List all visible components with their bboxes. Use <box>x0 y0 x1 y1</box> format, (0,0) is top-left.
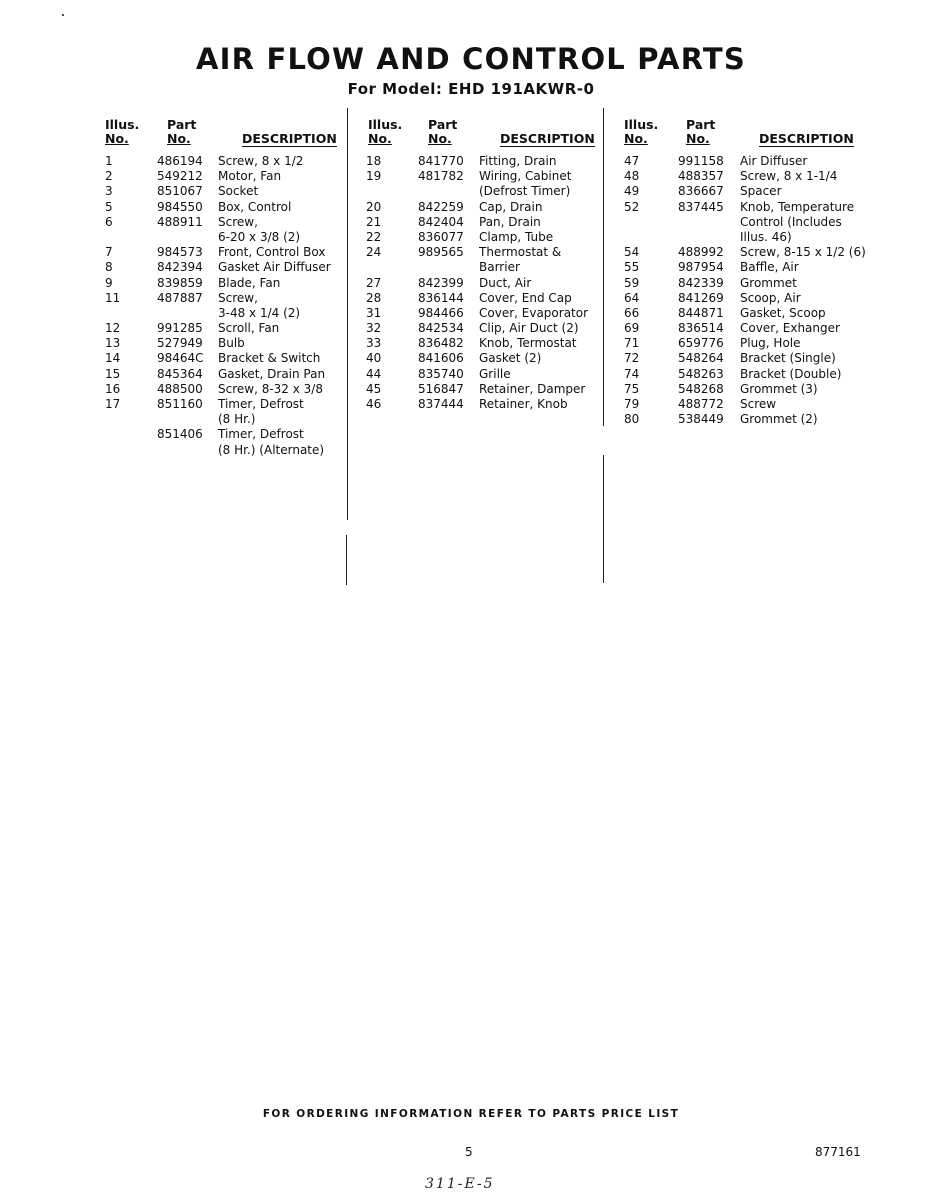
part-description: Gasket, Drain Pan <box>218 366 326 381</box>
table-row <box>105 184 345 199</box>
part-number: 841770 <box>418 154 464 168</box>
table-row <box>614 184 884 199</box>
part-number: 836667 <box>678 184 724 199</box>
table-row <box>105 230 345 245</box>
illus-number: 15 <box>105 366 121 381</box>
table-row <box>105 351 345 366</box>
part-number: 842394 <box>157 260 203 275</box>
part-number: 842534 <box>418 321 464 336</box>
part-number: 984466 <box>418 305 464 320</box>
table-row <box>358 382 603 397</box>
part-description: Gasket, Scoop <box>740 305 826 320</box>
part-number: 839859 <box>157 275 203 290</box>
part-number: 984573 <box>157 245 203 260</box>
part-description: Air Diffuser <box>740 154 808 168</box>
part-number: 835740 <box>418 366 464 381</box>
part-description: 6-20 x 3/8 (2) <box>218 229 301 244</box>
part-description: Screw, 8 x 1-1/4 <box>740 169 838 184</box>
part-description: Screw, 8-32 x 3/8 <box>218 381 323 396</box>
parts-list <box>358 154 603 412</box>
table-row <box>614 412 884 427</box>
part-description: Fitting, Drain <box>479 154 557 168</box>
part-description: Wiring, Cabinet <box>479 169 572 184</box>
table-row <box>105 215 345 230</box>
part-description: Knob, Temperature <box>740 199 855 214</box>
table-row <box>358 169 603 184</box>
table-row <box>614 154 884 169</box>
illus-number: 59 <box>624 275 640 290</box>
part-number: 836482 <box>418 336 464 351</box>
part-description: (Defrost Timer) <box>479 184 571 199</box>
part-description: Socket <box>218 184 259 199</box>
illus-number: 54 <box>624 245 640 260</box>
part-number: 487887 <box>157 290 203 305</box>
illus-number: 74 <box>624 366 640 381</box>
part-number: 991285 <box>157 321 203 336</box>
table-row <box>358 230 603 245</box>
part-description: Front, Control Box <box>218 245 326 260</box>
part-number: 987954 <box>678 260 724 275</box>
illus-number: 1 <box>105 154 113 168</box>
part-description: Gasket (2) <box>479 351 542 366</box>
illus-number: 17 <box>105 397 121 411</box>
illus-header: Illus. No. <box>105 117 140 146</box>
part-number: 527949 <box>157 336 203 351</box>
part-number: 841606 <box>418 351 464 366</box>
illus-number: 45 <box>366 381 382 396</box>
ordering-info-footer: FOR ORDERING INFORMATION REFER TO PARTS PRICE LIST <box>262 1108 680 1120</box>
part-description: Bracket (Single) <box>740 351 836 366</box>
part-number: 841269 <box>678 290 724 305</box>
table-row <box>358 367 603 382</box>
part-description: (8 Hr.) (Alternate) <box>218 442 325 457</box>
table-row <box>358 336 603 351</box>
table-row <box>358 184 603 199</box>
illus-number: 27 <box>366 275 382 290</box>
part-description: Grommet <box>740 275 797 290</box>
part-description: Timer, Defrost <box>218 397 304 411</box>
part-number: 851160 <box>157 397 203 411</box>
table-row <box>358 245 603 260</box>
part-description: 3-48 x 1/4 (2) <box>218 305 301 320</box>
table-row <box>105 427 345 442</box>
table-row <box>105 260 345 275</box>
illus-number: 3 <box>105 184 113 199</box>
column-divider <box>603 108 604 426</box>
table-row <box>614 382 884 397</box>
part-number: 488500 <box>157 381 203 396</box>
illus-number: 13 <box>105 336 121 351</box>
table-row <box>358 397 603 412</box>
part-description: Blade, Fan <box>218 275 281 290</box>
table-row <box>614 397 884 412</box>
scan-speck <box>62 14 64 16</box>
part-description: Cover, End Cap <box>479 290 572 305</box>
part-number: 488911 <box>157 214 203 229</box>
part-number: 984550 <box>157 199 203 214</box>
table-row <box>358 260 603 275</box>
illus-number: 18 <box>366 154 382 168</box>
document-number: 877161 <box>815 1145 861 1159</box>
part-description: Duct, Air <box>479 275 532 290</box>
parts-list <box>614 154 884 427</box>
part-header: Part No. <box>428 117 458 146</box>
description-header: DESCRIPTION <box>759 131 854 146</box>
part-number: 516847 <box>418 381 464 396</box>
part-description: Thermostat & <box>479 245 562 260</box>
part-number: 549212 <box>157 169 203 184</box>
part-description: Spacer <box>740 184 782 199</box>
illus-number: 47 <box>624 154 640 168</box>
illus-number: 19 <box>366 169 382 184</box>
part-number: 486194 <box>157 154 203 168</box>
part-number: 842339 <box>678 275 724 290</box>
parts-column-3 <box>614 118 884 427</box>
part-description: Pan, Drain <box>479 214 541 229</box>
illus-header: Illus. No. <box>368 117 403 146</box>
table-row <box>614 169 884 184</box>
table-row <box>358 306 603 321</box>
illus-number: 52 <box>624 199 640 214</box>
table-row <box>614 367 884 382</box>
part-description: Motor, Fan <box>218 169 282 184</box>
table-row <box>105 154 345 169</box>
table-row <box>614 291 884 306</box>
table-row <box>358 321 603 336</box>
illus-number: 46 <box>366 397 382 411</box>
part-number: 836144 <box>418 290 464 305</box>
part-number: 488357 <box>678 169 724 184</box>
column-divider <box>603 455 604 583</box>
description-header: DESCRIPTION <box>242 131 337 146</box>
illus-number: 75 <box>624 381 640 396</box>
illus-number: 5 <box>105 199 113 214</box>
part-description: Cap, Drain <box>479 199 543 214</box>
illus-number: 32 <box>366 321 382 336</box>
part-number: 842259 <box>418 199 464 214</box>
table-row <box>105 367 345 382</box>
column-divider <box>347 108 348 520</box>
part-description: Scoop, Air <box>740 290 801 305</box>
illus-number: 40 <box>366 351 382 366</box>
model-subtitle: For Model: EHD 191AKWR-0 <box>347 80 595 98</box>
illus-number: 24 <box>366 245 382 260</box>
page-title: AIR FLOW AND CONTROL PARTS <box>195 42 746 76</box>
column-divider <box>346 535 347 585</box>
column-header <box>105 118 345 154</box>
illus-number: 49 <box>624 184 640 199</box>
part-number: 488772 <box>678 397 724 411</box>
illus-number: 31 <box>366 305 382 320</box>
part-description: Illus. 46) <box>740 229 792 244</box>
part-number: 548268 <box>678 381 724 396</box>
part-description: Box, Control <box>218 199 292 214</box>
part-description: Grommet (3) <box>740 381 818 396</box>
part-description: Screw, 8-15 x 1/2 (6) <box>740 245 866 260</box>
part-description: Bracket (Double) <box>740 366 842 381</box>
illus-number: 2 <box>105 169 113 184</box>
part-description: Gasket Air Diffuser <box>218 260 331 275</box>
part-header: Part No. <box>167 117 197 146</box>
part-description: Bracket & Switch <box>218 351 321 366</box>
table-row <box>614 200 884 215</box>
illus-number: 22 <box>366 229 382 244</box>
table-row <box>614 321 884 336</box>
table-row <box>614 276 884 291</box>
part-description: Clamp, Tube <box>479 229 554 244</box>
page-number: 5 <box>465 1145 473 1159</box>
part-number: 989565 <box>418 245 464 260</box>
part-number: 538449 <box>678 412 724 427</box>
illus-number: 71 <box>624 336 640 351</box>
table-row <box>105 306 345 321</box>
illus-number: 48 <box>624 169 640 184</box>
part-description: Grommet (2) <box>740 412 818 427</box>
parts-list <box>105 154 345 458</box>
part-description: Clip, Air Duct (2) <box>479 321 579 336</box>
part-description: Cover, Evaporator <box>479 305 589 320</box>
table-row <box>105 291 345 306</box>
table-row <box>358 215 603 230</box>
part-number: 851067 <box>157 184 203 199</box>
parts-column-2 <box>358 118 603 412</box>
table-row <box>358 154 603 169</box>
table-row <box>105 200 345 215</box>
part-description: Grille <box>479 366 511 381</box>
part-number: 845364 <box>157 366 203 381</box>
part-description: Screw, <box>218 214 258 229</box>
column-header <box>358 118 603 154</box>
illus-number: 72 <box>624 351 640 366</box>
handwritten-note: 311-E-5 <box>425 1176 495 1192</box>
part-number: 842399 <box>418 275 464 290</box>
part-description: Timer, Defrost <box>218 427 304 442</box>
table-row <box>105 276 345 291</box>
table-row <box>614 230 884 245</box>
illus-header: Illus. No. <box>624 117 659 146</box>
part-number: 837444 <box>418 397 464 411</box>
illus-number: 64 <box>624 290 640 305</box>
illus-number: 21 <box>366 214 382 229</box>
column-header <box>614 118 884 154</box>
part-description: (8 Hr.) <box>218 412 256 427</box>
part-description: Scroll, Fan <box>218 321 280 336</box>
table-row <box>614 351 884 366</box>
part-number: 548263 <box>678 366 724 381</box>
part-description: Screw, <box>218 290 258 305</box>
part-description: Knob, Termostat <box>479 336 577 351</box>
table-row <box>105 412 345 427</box>
description-header: DESCRIPTION <box>500 131 595 146</box>
part-description: Control (Includes <box>740 214 842 229</box>
part-description: Cover, Exhanger <box>740 321 840 336</box>
part-number: 991158 <box>678 154 724 168</box>
table-row <box>614 260 884 275</box>
part-number: 851406 <box>157 427 203 442</box>
illus-number: 6 <box>105 214 113 229</box>
table-row <box>105 397 345 412</box>
illus-number: 33 <box>366 336 382 351</box>
illus-number: 66 <box>624 305 640 320</box>
illus-number: 55 <box>624 260 640 275</box>
parts-column-1 <box>105 118 345 458</box>
table-row <box>358 291 603 306</box>
illus-number: 69 <box>624 321 640 336</box>
part-number: 842404 <box>418 214 464 229</box>
table-row <box>105 382 345 397</box>
table-row <box>105 336 345 351</box>
table-row <box>614 245 884 260</box>
table-row <box>358 276 603 291</box>
part-number: 98464C <box>157 351 204 366</box>
part-number: 659776 <box>678 336 724 351</box>
illus-number: 80 <box>624 412 640 427</box>
illus-number: 44 <box>366 366 382 381</box>
part-number: 836077 <box>418 229 464 244</box>
illus-number: 9 <box>105 275 113 290</box>
illus-number: 11 <box>105 290 121 305</box>
part-number: 837445 <box>678 199 724 214</box>
part-number: 836514 <box>678 321 724 336</box>
illus-number: 8 <box>105 260 113 275</box>
table-row <box>614 215 884 230</box>
illus-number: 14 <box>105 351 121 366</box>
table-row <box>614 306 884 321</box>
illus-number: 79 <box>624 397 640 411</box>
illus-number: 7 <box>105 245 113 260</box>
table-row <box>105 443 345 458</box>
part-number: 481782 <box>418 169 464 184</box>
part-description: Screw, 8 x 1/2 <box>218 154 304 168</box>
table-row <box>614 336 884 351</box>
part-number: 548264 <box>678 351 724 366</box>
part-description: Retainer, Damper <box>479 381 586 396</box>
illus-number: 16 <box>105 381 121 396</box>
table-row <box>105 169 345 184</box>
table-row <box>358 351 603 366</box>
illus-number: 12 <box>105 321 121 336</box>
table-row <box>105 245 345 260</box>
part-description: Baffle, Air <box>740 260 799 275</box>
illus-number: 28 <box>366 290 382 305</box>
part-description: Bulb <box>218 336 245 351</box>
part-header: Part No. <box>686 117 716 146</box>
part-description: Barrier <box>479 260 520 275</box>
part-number: 488992 <box>678 245 724 260</box>
table-row <box>358 200 603 215</box>
illus-number: 20 <box>366 199 382 214</box>
table-row <box>105 321 345 336</box>
part-description: Retainer, Knob <box>479 397 568 411</box>
part-description: Plug, Hole <box>740 336 801 351</box>
part-number: 844871 <box>678 305 724 320</box>
part-description: Screw <box>740 397 777 411</box>
